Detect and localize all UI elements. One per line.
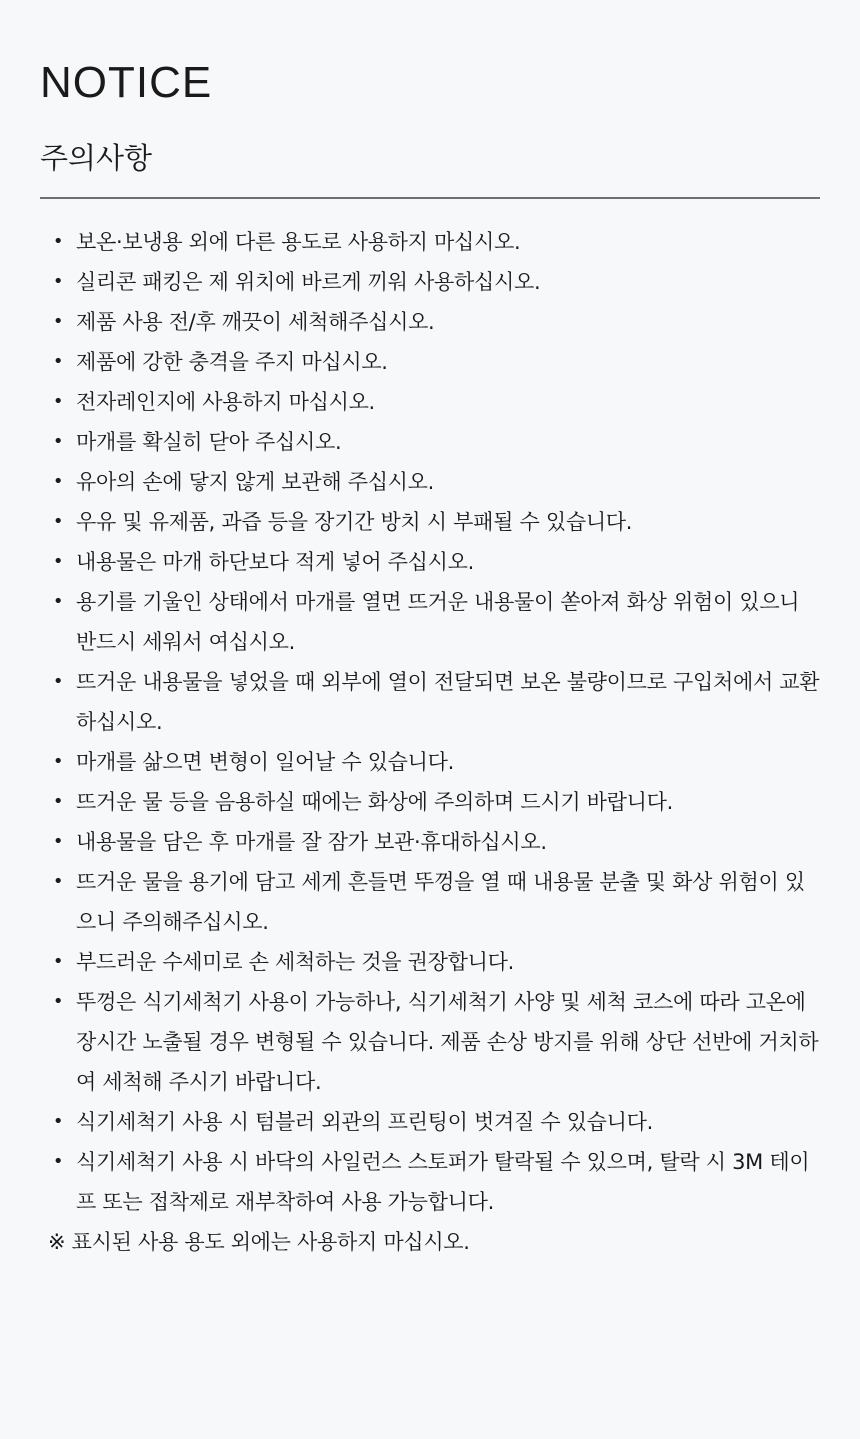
bullet-icon: • bbox=[52, 671, 64, 692]
bullet-icon: • bbox=[52, 591, 64, 612]
notice-item-text: 전자레인지에 사용하지 마십시오. bbox=[76, 390, 375, 414]
notice-item bbox=[40, 422, 820, 462]
bullet-icon: • bbox=[52, 351, 64, 372]
notice-item-text: 뜨거운 물을 용기에 담고 세게 흔들면 뚜껑을 열 때 내용물 분출 및 화상 위험이 있으니 주의해주십시오. bbox=[76, 870, 805, 934]
notice-item-text: 보온·보냉용 외에 다른 용도로 사용하지 마십시오. bbox=[76, 230, 521, 254]
notice-item bbox=[40, 462, 820, 502]
notice-item bbox=[40, 542, 820, 582]
notice-item bbox=[40, 982, 820, 1102]
section-title: 주의사항 bbox=[40, 141, 153, 175]
notice-item bbox=[40, 342, 820, 382]
notice-item-text: 내용물을 담은 후 마개를 잘 잠가 보관·휴대하십시오. bbox=[76, 830, 547, 854]
bullet-icon: • bbox=[52, 751, 64, 772]
bullet-icon: • bbox=[52, 871, 64, 892]
footnote: ※ 표시된 사용 용도 외에는 사용하지 마십시오. bbox=[48, 1230, 470, 1254]
bullet-icon: • bbox=[52, 1111, 64, 1132]
notice-item bbox=[40, 262, 820, 302]
notice-title: NOTICE bbox=[40, 58, 213, 107]
bullet-icon: • bbox=[52, 511, 64, 532]
notice-item-text: 실리콘 패킹은 제 위치에 바르게 끼워 사용하십시오. bbox=[76, 270, 541, 294]
bullet-icon: • bbox=[52, 431, 64, 452]
divider bbox=[40, 197, 820, 199]
bullet-icon: • bbox=[52, 791, 64, 812]
notice-item-text: 용기를 기울인 상태에서 마개를 열면 뜨거운 내용물이 쏟아져 화상 위험이 있으니 반드시 세워서 여십시오. bbox=[76, 590, 800, 654]
notice-item-text: 부드러운 수세미로 손 세척하는 것을 권장합니다. bbox=[76, 950, 514, 974]
notice-item-text: 마개를 삶으면 변형이 일어날 수 있습니다. bbox=[76, 750, 455, 774]
bullet-icon: • bbox=[52, 551, 64, 572]
bullet-icon: • bbox=[52, 311, 64, 332]
notice-list bbox=[40, 222, 820, 1262]
notice-item-text: 식기세척기 사용 시 텀블러 외관의 프린팅이 벗겨질 수 있습니다. bbox=[76, 1110, 654, 1134]
notice-item-text: 뜨거운 내용물을 넣었을 때 외부에 열이 전달되면 보온 불량이므로 구입처에서 교환하십시오. bbox=[76, 670, 820, 734]
notice-item-text: 뚜껑은 식기세척기 사용이 가능하나, 식기세척기 사양 및 세척 코스에 따라 고온에 장시간 노출될 경우 변형될 수 있습니다. 제품 손상 방지를 위해 상단 선반에 거치하여 세척해 주시기 바랍니다. bbox=[76, 990, 819, 1094]
notice-item-text: 제품에 강한 충격을 주지 마십시오. bbox=[76, 350, 388, 374]
notice-item-text: 내용물은 마개 하단보다 적게 넣어 주십시오. bbox=[76, 550, 474, 574]
notice-item bbox=[40, 942, 820, 982]
notice-item-text: 뜨거운 물 등을 음용하실 때에는 화상에 주의하며 드시기 바랍니다. bbox=[76, 790, 673, 814]
bullet-icon: • bbox=[52, 471, 64, 492]
notice-item bbox=[40, 862, 820, 942]
notice-item-text: 유아의 손에 닿지 않게 보관해 주십시오. bbox=[76, 470, 435, 494]
notice-item bbox=[40, 302, 820, 342]
notice-item bbox=[40, 382, 820, 422]
notice-item-text: 제품 사용 전/후 깨끗이 세척해주십시오. bbox=[76, 310, 435, 334]
notice-item bbox=[40, 742, 820, 782]
notice-item bbox=[40, 822, 820, 862]
bullet-icon: • bbox=[52, 231, 64, 252]
notice-item bbox=[40, 662, 820, 742]
bullet-icon: • bbox=[52, 991, 64, 1012]
notice-item-text: 마개를 확실히 닫아 주십시오. bbox=[76, 430, 342, 454]
bullet-icon: • bbox=[52, 271, 64, 292]
notice-item bbox=[40, 582, 820, 662]
notice-item-text: 식기세척기 사용 시 바닥의 사일런스 스토퍼가 탈락될 수 있으며, 탈락 시 3M 테이프 또는 접착제로 재부착하여 사용 가능합니다. bbox=[76, 1150, 810, 1214]
notice-item bbox=[40, 502, 820, 542]
notice-item-text: 우유 및 유제품, 과즙 등을 장기간 방치 시 부패될 수 있습니다. bbox=[76, 510, 633, 534]
notice-item bbox=[40, 1142, 820, 1222]
notice-item bbox=[40, 782, 820, 822]
bullet-icon: • bbox=[52, 951, 64, 972]
bullet-icon: • bbox=[52, 831, 64, 852]
notice-item bbox=[40, 1102, 820, 1142]
bullet-icon: • bbox=[52, 1151, 64, 1172]
notice-item bbox=[40, 222, 820, 262]
bullet-icon: • bbox=[52, 391, 64, 412]
